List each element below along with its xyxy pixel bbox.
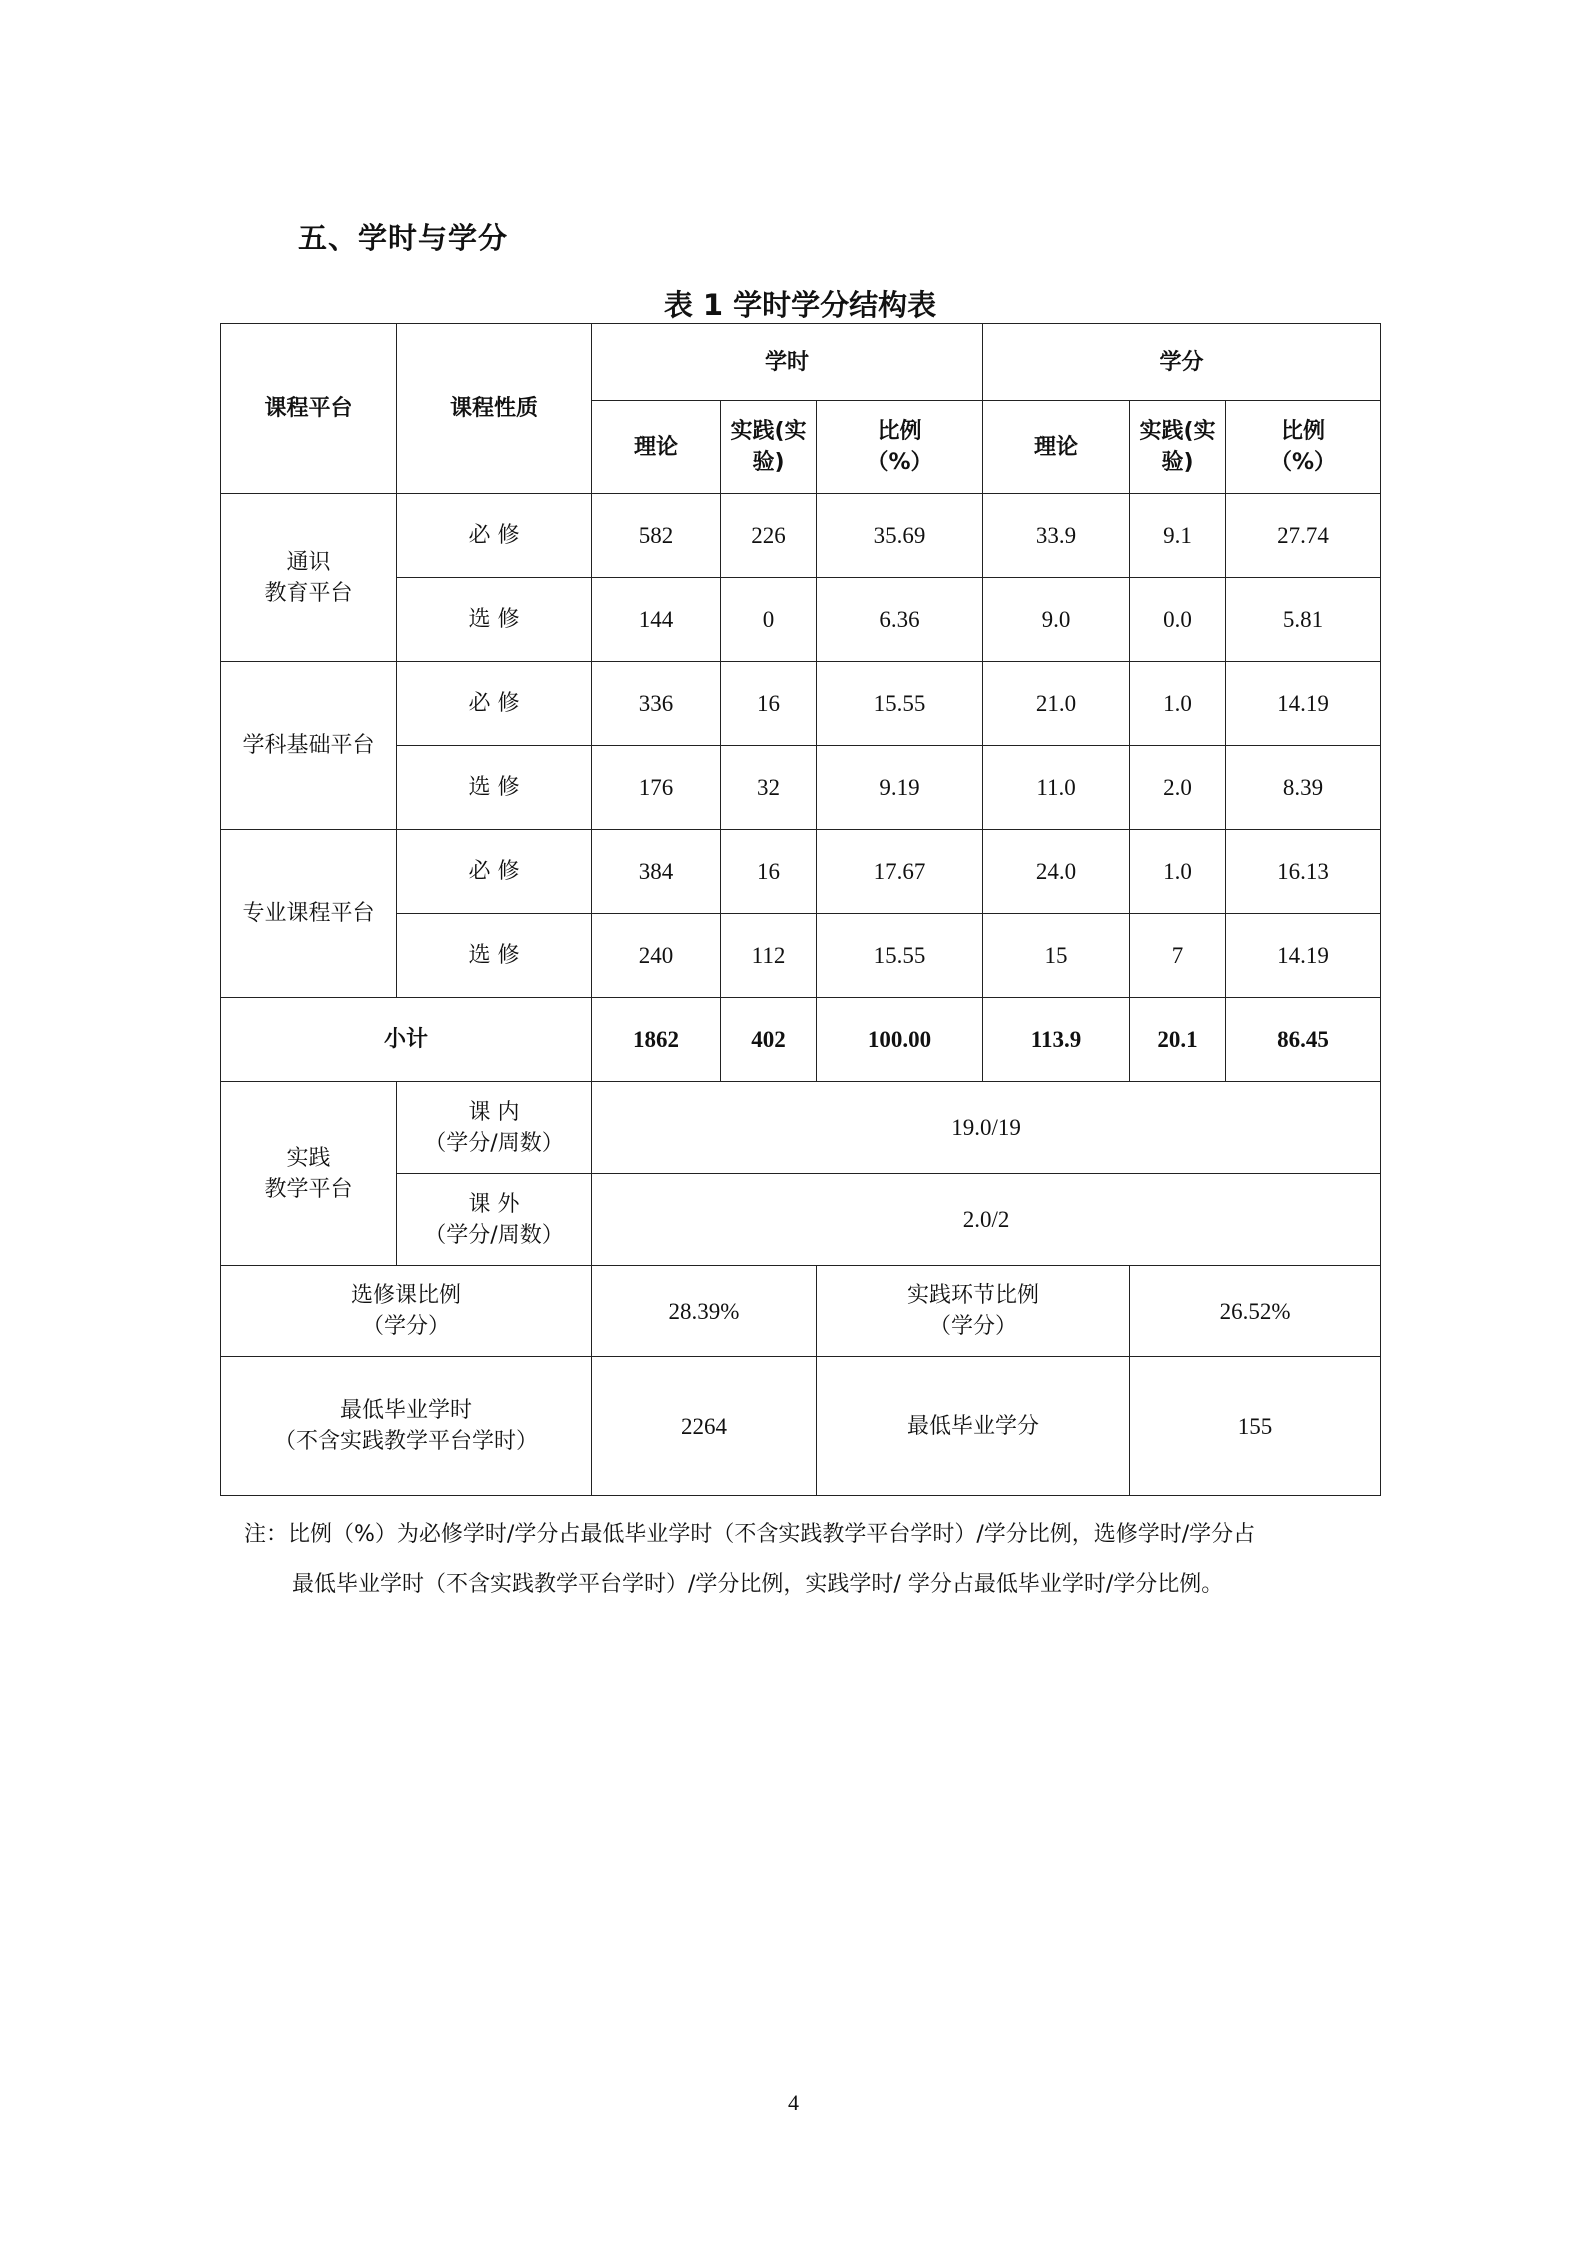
header-hours-ratio-line2: （%） <box>866 450 933 475</box>
ratio-row <box>221 1266 1381 1357</box>
table-note <box>244 1510 1364 1610</box>
header-credits-practice-line1: 实践(实 <box>1139 419 1216 444</box>
credits-practice-cell: 1.0 <box>1130 830 1226 914</box>
subtotal-hours-ratio: 100.00 <box>817 998 983 1082</box>
header-course-nature: 课程性质 <box>397 324 592 494</box>
header-credits-ratio-line2: （%） <box>1270 450 1337 475</box>
hours-practice-cell: 0 <box>721 578 817 662</box>
credits-practice-cell: 1.0 <box>1130 662 1226 746</box>
hours-theory-cell: 240 <box>592 914 721 998</box>
table-row <box>221 830 1381 914</box>
practice-ratio-line1: 实践环节比例 <box>907 1283 1040 1308</box>
credits-theory-cell: 9.0 <box>983 578 1130 662</box>
header-hours-group: 学时 <box>592 324 983 401</box>
header-hours-practice <box>721 401 817 494</box>
subtotal-credits-theory: 113.9 <box>983 998 1130 1082</box>
table-row <box>221 494 1381 578</box>
credits-ratio-cell: 8.39 <box>1226 746 1381 830</box>
subtotal-credits-ratio: 86.45 <box>1226 998 1381 1082</box>
credits-theory-cell: 15 <box>983 914 1130 998</box>
header-hours-ratio-line1: 比例 <box>877 419 922 444</box>
practice-inner-label <box>397 1082 592 1174</box>
header-hours-practice-line1: 实践(实 <box>730 419 807 444</box>
practice-inner-row <box>221 1082 1381 1174</box>
min-hours-line2: （不含实践教学平台学时） <box>273 1429 538 1454</box>
nature-cell: 必 修 <box>397 494 592 578</box>
elective-ratio-line2: （学分） <box>361 1314 450 1339</box>
hours-practice-cell: 16 <box>721 830 817 914</box>
header-hours-practice-line2: 验) <box>752 450 785 475</box>
minimum-graduation-row <box>221 1357 1381 1496</box>
credits-ratio-cell: 14.19 <box>1226 914 1381 998</box>
table-note-line2: 最低毕业学时（不含实践教学平台学时）/学分比例，实践学时/ 学分占最低毕业学时/学分比例。 <box>292 1572 1224 1597</box>
header-credits-theory: 理论 <box>983 401 1130 494</box>
hours-theory-cell: 176 <box>592 746 721 830</box>
hours-ratio-cell: 9.19 <box>817 746 983 830</box>
table-note-line1: 注：比例（%）为必修学时/学分占最低毕业学时（不含实践教学平台学时）/学分比例，选修学时/学分占 <box>244 1522 1256 1547</box>
elective-ratio-value: 28.39% <box>592 1266 817 1357</box>
hours-ratio-cell: 15.55 <box>817 914 983 998</box>
hours-ratio-cell: 17.67 <box>817 830 983 914</box>
practice-platform-line1: 实践 <box>286 1145 331 1171</box>
practice-inner-line1: 课 内 <box>468 1099 520 1125</box>
platform-label-line2: 教育平台 <box>264 580 353 606</box>
hours-theory-cell: 384 <box>592 830 721 914</box>
subtotal-row <box>221 998 1381 1082</box>
min-hours-value: 2264 <box>592 1357 817 1496</box>
subtotal-hours-practice: 402 <box>721 998 817 1082</box>
nature-cell: 必 修 <box>397 662 592 746</box>
practice-outer-value: 2.0/2 <box>592 1174 1381 1266</box>
header-hours-theory: 理论 <box>592 401 721 494</box>
header-credits-ratio <box>1226 401 1381 494</box>
credits-ratio-cell: 27.74 <box>1226 494 1381 578</box>
min-credits-value: 155 <box>1130 1357 1381 1496</box>
elective-ratio-line1: 选修课比例 <box>350 1283 461 1308</box>
credits-practice-cell: 0.0 <box>1130 578 1226 662</box>
credits-practice-cell: 9.1 <box>1130 494 1226 578</box>
credits-ratio-cell: 14.19 <box>1226 662 1381 746</box>
header-credits-practice-line2: 验) <box>1161 450 1194 475</box>
credits-theory-cell: 11.0 <box>983 746 1130 830</box>
table-row <box>221 662 1381 746</box>
nature-cell: 选 修 <box>397 578 592 662</box>
platform-professional-course: 专业课程平台 <box>221 830 397 998</box>
header-course-platform: 课程平台 <box>221 324 397 494</box>
platform-label-line1: 通识 <box>286 549 331 575</box>
practice-inner-value: 19.0/19 <box>592 1082 1381 1174</box>
header-hours-ratio <box>817 401 983 494</box>
credits-practice-cell: 7 <box>1130 914 1226 998</box>
practice-outer-line1: 课 外 <box>468 1191 520 1217</box>
section-heading: 五、学时与学分 <box>298 221 509 255</box>
credit-structure-table <box>220 323 1381 1496</box>
elective-ratio-label <box>221 1266 592 1357</box>
credits-practice-cell: 2.0 <box>1130 746 1226 830</box>
header-credits-ratio-line1: 比例 <box>1281 419 1326 444</box>
header-credits-group: 学分 <box>983 324 1381 401</box>
subtotal-hours-theory: 1862 <box>592 998 721 1082</box>
practice-outer-label <box>397 1174 592 1266</box>
hours-ratio-cell: 15.55 <box>817 662 983 746</box>
credits-theory-cell: 24.0 <box>983 830 1130 914</box>
credits-ratio-cell: 5.81 <box>1226 578 1381 662</box>
header-row <box>221 324 1381 401</box>
credits-theory-cell: 33.9 <box>983 494 1130 578</box>
credits-theory-cell: 21.0 <box>983 662 1130 746</box>
nature-cell: 选 修 <box>397 914 592 998</box>
hours-ratio-cell: 35.69 <box>817 494 983 578</box>
hours-practice-cell: 16 <box>721 662 817 746</box>
hours-practice-cell: 32 <box>721 746 817 830</box>
nature-cell: 必 修 <box>397 830 592 914</box>
credits-ratio-cell: 16.13 <box>1226 830 1381 914</box>
subtotal-credits-practice: 20.1 <box>1130 998 1226 1082</box>
nature-cell: 选 修 <box>397 746 592 830</box>
header-credits-practice <box>1130 401 1226 494</box>
platform-general-education <box>221 494 397 662</box>
practice-ratio-label <box>817 1266 1130 1357</box>
hours-theory-cell: 336 <box>592 662 721 746</box>
practice-ratio-line2: （学分） <box>929 1314 1018 1339</box>
practice-outer-line2: （学分/周数） <box>424 1222 564 1248</box>
subtotal-label: 小计 <box>221 998 592 1082</box>
hours-practice-cell: 226 <box>721 494 817 578</box>
hours-theory-cell: 582 <box>592 494 721 578</box>
min-hours-line1: 最低毕业学时 <box>339 1398 472 1423</box>
platform-discipline-foundation: 学科基础平台 <box>221 662 397 830</box>
practice-inner-line2: （学分/周数） <box>424 1130 564 1156</box>
hours-theory-cell: 144 <box>592 578 721 662</box>
practice-ratio-value: 26.52% <box>1130 1266 1381 1357</box>
practice-platform-line2: 教学平台 <box>264 1176 353 1202</box>
min-hours-label <box>221 1357 592 1496</box>
platform-practice-teaching <box>221 1082 397 1266</box>
hours-ratio-cell: 6.36 <box>817 578 983 662</box>
page-number: 4 <box>788 2090 799 2115</box>
min-credits-label: 最低毕业学分 <box>817 1357 1130 1496</box>
hours-practice-cell: 112 <box>721 914 817 998</box>
table-caption: 表 1 学时学分结构表 <box>663 288 937 322</box>
